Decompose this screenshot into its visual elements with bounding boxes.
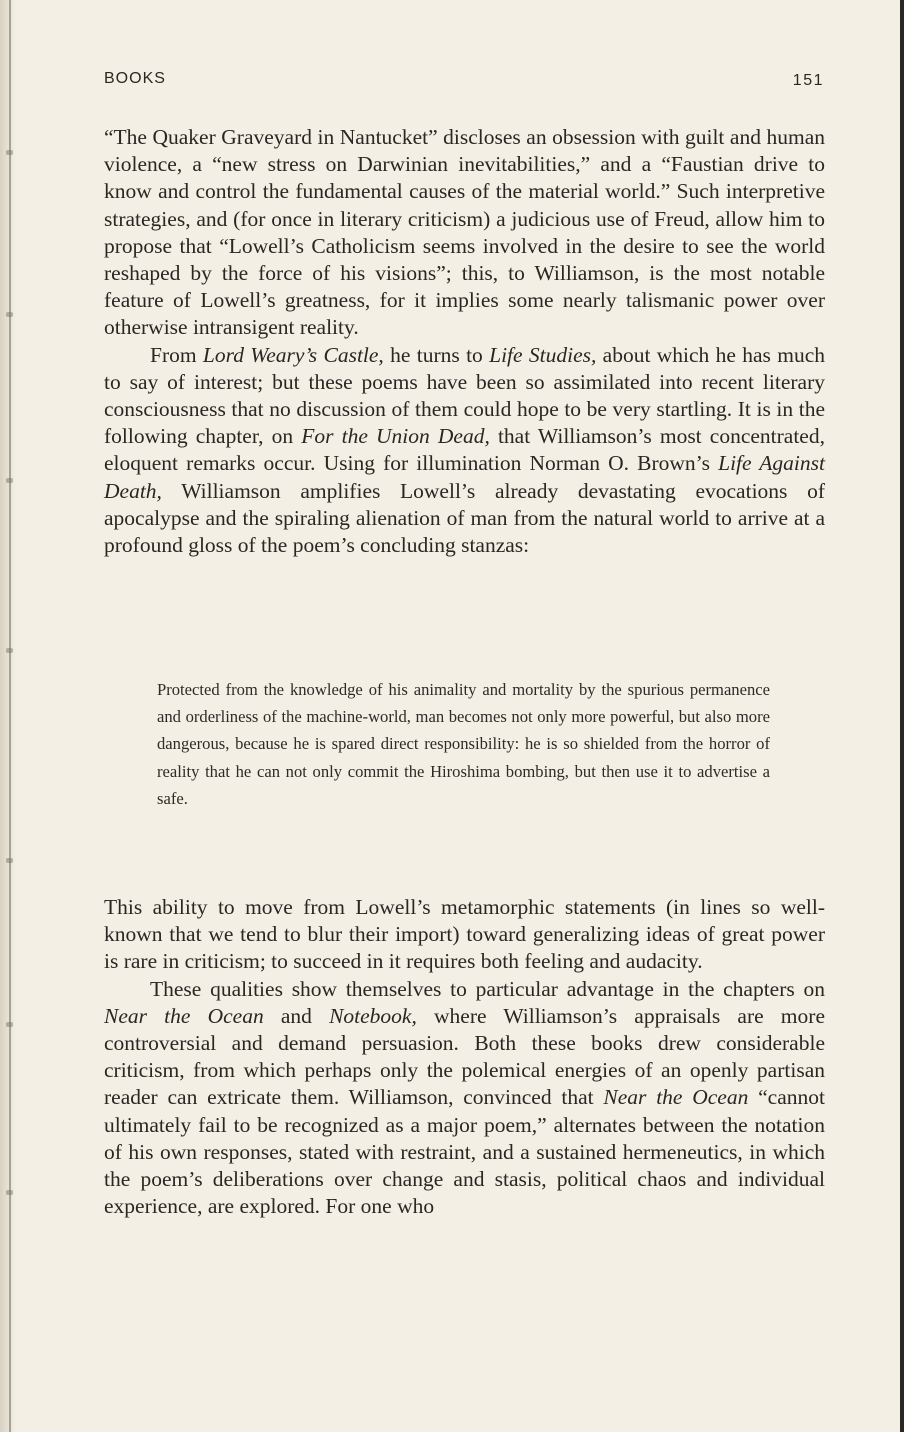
paragraph-1: “The Quaker Graveyard in Nantucket” discloses an obsession with guilt and human violence, a “new stress on Darwinian inevitabilities,” and a “Faustian drive to know and control the fundamental causes of the material world.” Such interpretive strategies, and (for once in literary criticism) a judicious use of Freud, allow him to propose that “Lowell’s Catholicism seems involved in the desire to see the world reshaped by the force of his visions”; this, to Williamson, is the most notable feature of Lowell’s greatness, for it implies some nearly talismanic power over otherwise intransigent reality. xyxy=(104,125,825,340)
binding-mark xyxy=(6,648,13,653)
paragraph-2: From Lord Weary’s Castle, he turns to Life Studies, about which he has much to say of interest; but these poems have been so assimilated into recent literary consciousness that no discussion of them could hope to be very startling. It is in the following chapter, on For the Union Dead, that Williamson’s most concentrated, eloquent remarks occur. Using for illumination Norman O. Brown’s Life Against Death, Williamson amplifies Lowell’s already devastating evocations of apocalypse and the spiraling alienation of man from the natural world to arrive at a profound gloss of the poem’s concluding stanzas: xyxy=(104,342,825,558)
paragraph-4: These qualities show themselves to particular advantage in the chapters on Near the Ocean and Notebook, where Williamson’s appraisals are more controversial and demand persuasion. Both these books drew considerable criticism, from which perhaps only the polemical energies of an openly partisan reader can extricate them. Williamson, convinced that Near the Ocean “cannot ultimately fail to be recognized as a major poem,” alternates between the notation of his own responses, stated with restraint, and a sustained hermeneutics, in which the poem’s deliberations over change and stasis, political chaos and individual experience, are explored. For one who xyxy=(104,976,825,1219)
book-title: For the Union Dead, xyxy=(301,424,490,449)
page-binding-edge xyxy=(9,0,11,1432)
quotation-text: Protected from the knowledge of his animality and mortality by the spurious permanence and orderliness of the machine-world, man becomes not only more powerful, but also more dangerous, because he is spared direct responsibility: he is so shielded from the horror of reality that he can not only commit the Hiroshima bombing, but then use it to advertise a safe. xyxy=(157,680,770,808)
binding-mark xyxy=(6,858,13,863)
scan-right-edge xyxy=(900,0,904,1432)
running-head xyxy=(104,70,824,92)
running-title: BOOKS xyxy=(104,70,166,87)
body-text-upper xyxy=(104,124,825,559)
book-title: Lord Weary’s Castle, xyxy=(202,342,384,367)
book-title: Life Studies, xyxy=(489,342,597,367)
book-title: Near the Ocean xyxy=(104,1003,264,1028)
binding-mark xyxy=(6,1022,13,1027)
paragraph-3: This ability to move from Lowell’s metamorphic statements (in lines so well-known that we tend to blur their import) toward generalizing ideas of great power is rare in criticism; to succeed in it requires both feeling and audacity. xyxy=(104,895,825,974)
binding-mark xyxy=(6,312,13,317)
book-title: Life Against Death, xyxy=(104,451,825,503)
book-title: Notebook, xyxy=(329,1003,417,1028)
body-text-lower xyxy=(104,894,825,1220)
page-spine-shadow xyxy=(0,0,16,1432)
book-title: Near the Ocean xyxy=(603,1085,749,1110)
page-number: 151 xyxy=(792,72,824,89)
block-quotation xyxy=(157,676,770,812)
binding-mark xyxy=(6,1190,13,1195)
binding-mark xyxy=(6,150,13,155)
binding-mark xyxy=(6,478,13,483)
